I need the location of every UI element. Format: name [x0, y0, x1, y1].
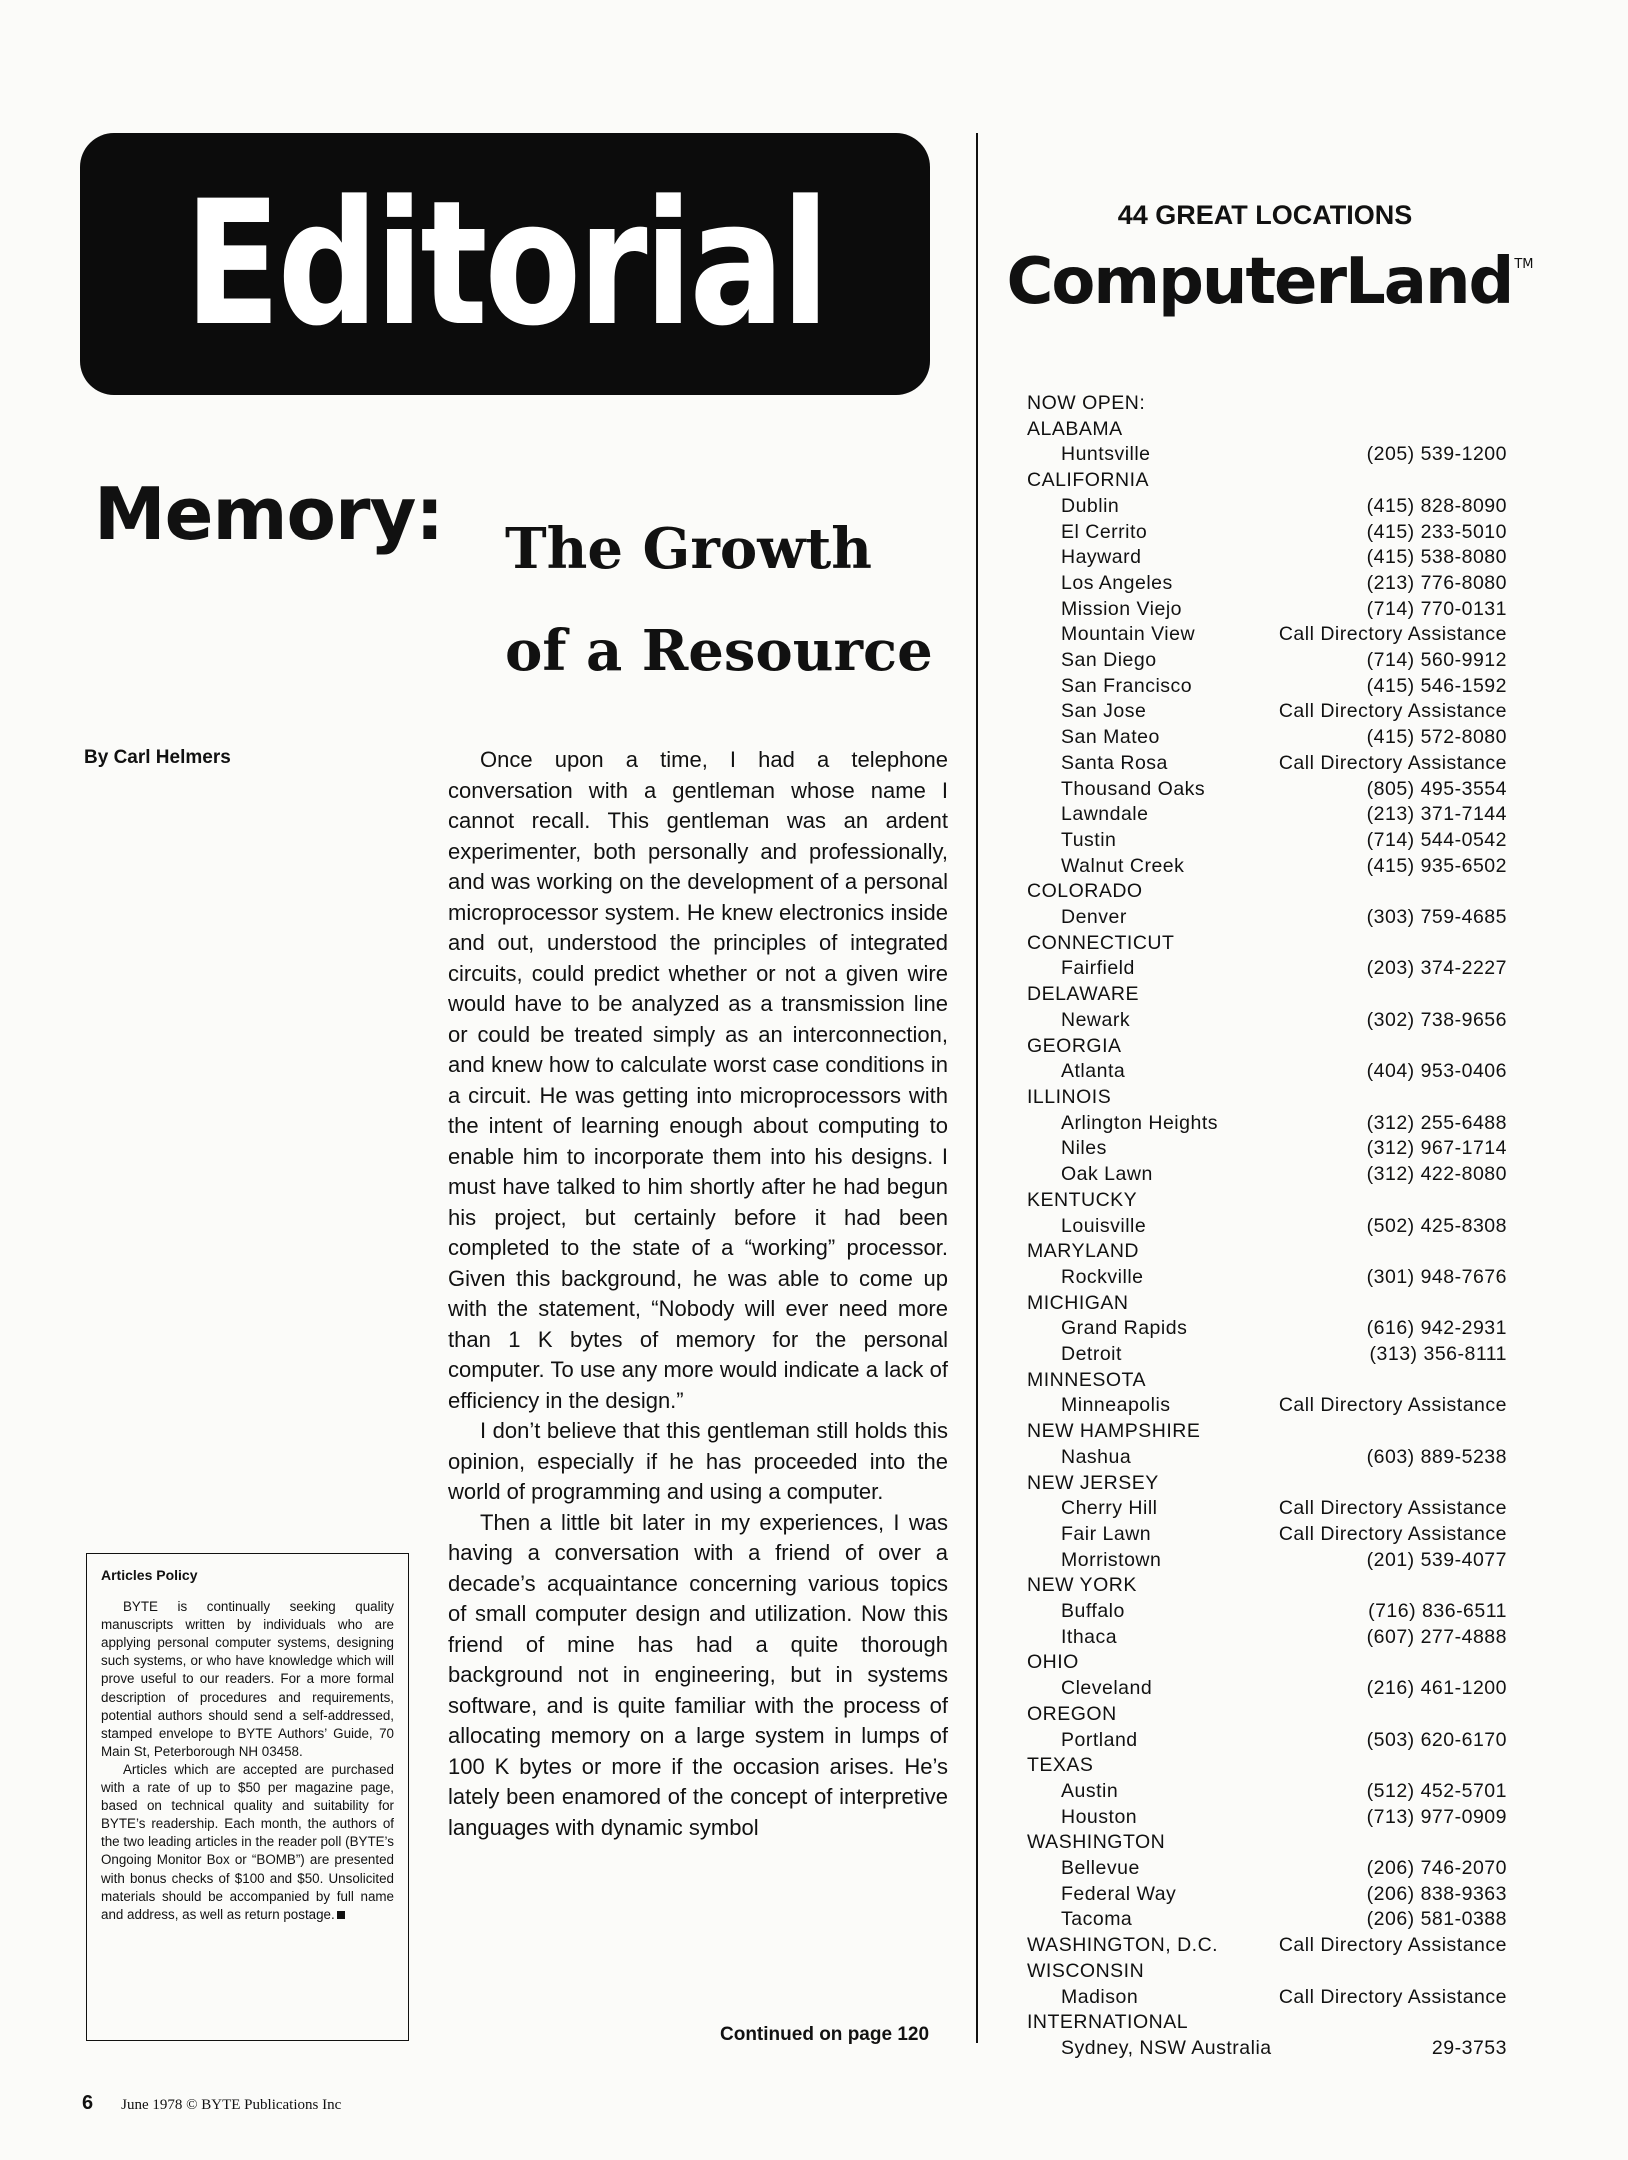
- location-phone: (415) 233-5010: [1366, 520, 1507, 543]
- continued-note: Continued on page 120: [720, 2024, 930, 2045]
- location-city: Santa Rosa: [1061, 751, 1168, 774]
- location-city: Morristown: [1061, 1548, 1162, 1571]
- location-row: [1027, 494, 1507, 520]
- location-phone: (213) 371-7144: [1366, 803, 1507, 826]
- region-name: MARYLAND: [1027, 1240, 1140, 1263]
- location-phone: (415) 935-6502: [1366, 854, 1507, 877]
- location-row: [1027, 622, 1507, 648]
- policy-paragraph-text: Articles which are accepted are purchased with a rate of up to $50 per magazine page, based on technical quality and suitability for BYTE’s readership. Each month, the authors of the two leading articles in the reader poll (BYTE’s Ongoing Monitor Box or “BOMB”) are presented with bonus checks of $100 and $50. Unsolicited materials should be accompanied by full name and address, as well as return postage.: [101, 1761, 394, 1922]
- location-row: [1027, 1265, 1507, 1291]
- location-row: [1027, 1059, 1507, 1085]
- region-name: COLORADO: [1027, 880, 1143, 903]
- region-name: DELAWARE: [1027, 983, 1139, 1006]
- location-city: Lawndale: [1061, 803, 1149, 826]
- location-city: Austin: [1061, 1779, 1119, 1802]
- location-city: Huntsville: [1061, 443, 1151, 466]
- location-city: Sydney, NSW Australia: [1061, 2037, 1272, 2059]
- location-row: [1027, 1548, 1507, 1574]
- location-city: Tustin: [1061, 828, 1117, 851]
- location-row: [1027, 854, 1507, 880]
- location-phone: (312) 967-1714: [1366, 1137, 1507, 1160]
- location-phone: Call Directory Assistance: [1278, 623, 1507, 646]
- location-phone: (206) 746-2070: [1366, 1857, 1507, 1880]
- location-phone: Call Directory Assistance: [1278, 1985, 1507, 2008]
- region-name: TEXAS: [1027, 1754, 1094, 1777]
- location-row: [1027, 1111, 1507, 1137]
- locations-list: [1027, 391, 1507, 2062]
- location-phone: (714) 560-9912: [1366, 649, 1507, 672]
- location-phone: (805) 495-3554: [1366, 777, 1507, 800]
- location-phone: (301) 948-7676: [1366, 1265, 1507, 1288]
- policy-paragraph: BYTE is continually seeking quality manuscripts written by individuals who are applying personal computer systems, designing such systems, or who have knowledge which will prove useful to our readers. For a more formal description of procedures and requirements, potential authors should send a self-addressed, stamped envelope to BYTE Authors’ Guide, 70 Main St, Peterborough NH 03458.: [101, 1599, 394, 1759]
- region-name: MINNESOTA: [1027, 1368, 1146, 1391]
- location-phone: (404) 953-0406: [1366, 1060, 1507, 1083]
- byline: By Carl Helmers: [84, 747, 231, 768]
- location-row: [1027, 1985, 1507, 2011]
- location-row: [1027, 956, 1507, 982]
- location-city: Minneapolis: [1061, 1394, 1171, 1417]
- location-city: Fair Lawn: [1061, 1522, 1152, 1545]
- location-phone: (206) 838-9363: [1366, 1882, 1507, 1905]
- headline-main: Memory:: [94, 472, 444, 556]
- location-city: Cleveland: [1061, 1677, 1153, 1700]
- region-name: NEW HAMPSHIRE: [1027, 1420, 1201, 1443]
- location-phone: (313) 356-8111: [1369, 1343, 1507, 1366]
- location-phone: (714) 770-0131: [1366, 597, 1507, 620]
- region-name: GEORGIA: [1027, 1034, 1122, 1057]
- location-phone: (512) 452-5701: [1366, 1779, 1507, 1802]
- end-mark-icon: [337, 1911, 345, 1919]
- location-row: [1027, 1676, 1507, 1702]
- location-city: Niles: [1061, 1137, 1107, 1160]
- location-row: [1027, 828, 1507, 854]
- issue-credit: June 1978 © BYTE Publications Inc: [121, 2097, 342, 2113]
- location-city: Bellevue: [1061, 1857, 1140, 1880]
- location-city: Hayward: [1061, 546, 1142, 569]
- region-name: ALABAMA: [1027, 417, 1123, 440]
- location-row: [1027, 648, 1507, 674]
- location-row: [1027, 597, 1507, 623]
- location-row: [1027, 1882, 1507, 1908]
- location-phone: (201) 539-4077: [1366, 1548, 1507, 1571]
- location-row: [1027, 1625, 1507, 1651]
- location-row: [1027, 2036, 1507, 2062]
- location-phone: (502) 425-8308: [1366, 1214, 1507, 1237]
- location-row: [1027, 442, 1507, 468]
- region-name: INTERNATIONAL: [1027, 2011, 1189, 2034]
- location-row: [1027, 1907, 1507, 1933]
- region-name: WISCONSIN: [1027, 1959, 1145, 1982]
- headline-sub-line-2: of a Resource: [505, 618, 933, 684]
- location-row: [1027, 725, 1507, 751]
- page-footer: [82, 2092, 341, 2115]
- location-city: Rockville: [1061, 1265, 1144, 1288]
- location-phone: (603) 889-5238: [1366, 1445, 1507, 1468]
- location-city: Fairfield: [1061, 957, 1135, 980]
- location-phone: (607) 277-4888: [1366, 1625, 1507, 1648]
- location-row: [1027, 1856, 1507, 1882]
- article-body: [448, 745, 948, 1843]
- location-row: [1027, 777, 1507, 803]
- region-name: WASHINGTON, D.C.: [1027, 1934, 1219, 1957]
- location-city: Oak Lawn: [1061, 1163, 1153, 1186]
- location-phone: (415) 538-8080: [1366, 546, 1507, 569]
- region-row: [1027, 1933, 1507, 1959]
- location-row: [1027, 699, 1507, 725]
- location-row: [1027, 751, 1507, 777]
- location-row: [1027, 802, 1507, 828]
- location-phone: Call Directory Assistance: [1278, 1522, 1507, 1545]
- location-row: [1027, 1393, 1507, 1419]
- location-phone: (302) 738-9656: [1366, 1008, 1507, 1031]
- location-city: San Jose: [1061, 700, 1147, 723]
- headline-sub-line-1: The Growth: [505, 516, 872, 582]
- location-row: [1027, 674, 1507, 700]
- location-phone: (415) 546-1592: [1366, 674, 1507, 697]
- ad-header: 44 GREAT LOCATIONS: [1117, 200, 1413, 230]
- region-phone: Call Directory Assistance: [1278, 1934, 1507, 1957]
- location-row: [1027, 520, 1507, 546]
- region-name: CONNECTICUT: [1027, 931, 1175, 954]
- location-city: Atlanta: [1061, 1060, 1126, 1083]
- policy-title: Articles Policy: [101, 1567, 198, 1583]
- location-phone: (312) 422-8080: [1366, 1163, 1507, 1186]
- location-phone: (616) 942-2931: [1366, 1317, 1507, 1340]
- article-paragraph: I don’t believe that this gentleman still holds this opinion, especially if he has proceeded into the world of programming and using a computer.: [448, 1418, 948, 1504]
- region-name: CALIFORNIA: [1027, 469, 1150, 492]
- location-city: Thousand Oaks: [1061, 777, 1206, 800]
- location-city: Tacoma: [1061, 1908, 1133, 1931]
- location-phone: (713) 977-0909: [1366, 1805, 1507, 1828]
- trademark: TM: [1514, 257, 1534, 272]
- region-name: NEW YORK: [1027, 1574, 1137, 1597]
- region-name: OHIO: [1027, 1651, 1079, 1674]
- location-phone: Call Directory Assistance: [1278, 700, 1507, 723]
- location-row: [1027, 1496, 1507, 1522]
- location-phone: (415) 572-8080: [1366, 726, 1507, 749]
- location-phone: (303) 759-4685: [1366, 906, 1507, 929]
- location-row: [1027, 1445, 1507, 1471]
- location-row: [1027, 1316, 1507, 1342]
- articles-policy-box: [86, 1553, 409, 2041]
- region-name: NEW JERSEY: [1027, 1471, 1159, 1494]
- policy-paragraph: [101, 1761, 394, 1924]
- region-name: MICHIGAN: [1027, 1291, 1129, 1314]
- location-phone: Call Directory Assistance: [1278, 751, 1507, 774]
- location-row: [1027, 1008, 1507, 1034]
- location-row: [1027, 545, 1507, 571]
- location-row: [1027, 1728, 1507, 1754]
- location-phone: Call Directory Assistance: [1278, 1497, 1507, 1520]
- location-phone: (205) 539-1200: [1366, 443, 1507, 466]
- location-phone: Call Directory Assistance: [1278, 1394, 1507, 1417]
- location-row: [1027, 1136, 1507, 1162]
- location-city: Grand Rapids: [1061, 1317, 1188, 1340]
- location-row: [1027, 1214, 1507, 1240]
- location-row: [1027, 1805, 1507, 1831]
- location-phone: 29-3753: [1431, 2037, 1507, 2059]
- location-city: Mountain View: [1061, 623, 1196, 646]
- region-name: WASHINGTON: [1027, 1831, 1166, 1854]
- headline-sub: [505, 498, 933, 702]
- article-paragraph: Then a little bit later in my experiences, I was having a conversation with a friend of over a decade’s acquaintance concerning various topics of small computer design and utilization. Now this friend of mine has had a quite thorough background not in engineering, but in systems software, and is quite familiar with the process of allocating memory on a large system in lumps of 100 K bytes or more if the occasion arises. He’s lately been enamored of the concept of interpretive languages with dynamic symbol: [448, 1509, 948, 1840]
- location-city: San Diego: [1061, 649, 1157, 672]
- location-city: Portland: [1061, 1728, 1138, 1751]
- location-city: Houston: [1061, 1805, 1138, 1828]
- location-city: San Mateo: [1061, 726, 1160, 749]
- location-city: Buffalo: [1061, 1600, 1125, 1623]
- location-row: [1027, 1779, 1507, 1805]
- location-phone: (312) 255-6488: [1366, 1111, 1507, 1134]
- location-city: San Francisco: [1061, 674, 1193, 697]
- location-city: Denver: [1061, 906, 1127, 929]
- location-city: Cherry Hill: [1061, 1497, 1158, 1520]
- article-paragraph: Once upon a time, I had a telephone conversation with a gentleman whose name I cannot recall. This gentleman was an ardent experimenter, both personally and professionally, and was working on the development of a personal microprocessor system. He knew electronics inside and out, understood the principles of integrated circuits, could predict whether or not a given wire would have to be analyzed as a transmission line or could be treated simply as an interconnection, and knew how to calculate worst case conditions in a circuit. He was getting into microprocessors with the intent of learning enough about computing to enable him to incorporate them into his designs. I must have talked to him shortly after he had begun his project, but certainly before it had been completed to the state of a “working” processor. Given this background, he was able to come up with the statement, “Nobody will ever need more than 1 K bytes of memory for the personal computer. To use any more would indicate a lack of efficiency in the design.”: [448, 747, 948, 1413]
- column-divider: [976, 133, 978, 2043]
- location-city: Nashua: [1061, 1445, 1132, 1468]
- location-city: Detroit: [1061, 1343, 1122, 1366]
- location-phone: (503) 620-6170: [1366, 1728, 1507, 1751]
- banner-title: Editorial: [184, 163, 826, 364]
- location-city: Arlington Heights: [1061, 1111, 1218, 1134]
- location-phone: (213) 776-8080: [1366, 571, 1507, 594]
- location-city: Louisville: [1061, 1214, 1147, 1237]
- brand-name: ComputerLand: [1006, 245, 1513, 319]
- location-row: [1027, 1522, 1507, 1548]
- location-phone: (203) 374-2227: [1366, 957, 1507, 980]
- region-name: ILLINOIS: [1027, 1085, 1112, 1108]
- location-city: Federal Way: [1061, 1882, 1177, 1905]
- location-city: Madison: [1061, 1985, 1139, 2008]
- location-city: Dublin: [1061, 494, 1120, 517]
- location-city: Walnut Creek: [1061, 854, 1185, 877]
- computerland-logo: [1005, 245, 1535, 319]
- page-number: 6: [82, 2092, 94, 2114]
- location-city: El Cerrito: [1061, 520, 1148, 543]
- location-row: [1027, 905, 1507, 931]
- location-row: [1027, 1599, 1507, 1625]
- location-phone: (415) 828-8090: [1366, 494, 1507, 517]
- location-row: [1027, 1162, 1507, 1188]
- editorial-banner: [80, 133, 930, 395]
- region-name: KENTUCKY: [1027, 1188, 1138, 1211]
- location-phone: (206) 581-0388: [1366, 1908, 1507, 1931]
- location-city: Mission Viejo: [1061, 597, 1183, 620]
- location-row: [1027, 1342, 1507, 1368]
- location-city: Ithaca: [1061, 1625, 1118, 1648]
- location-phone: (714) 544-0542: [1366, 828, 1507, 851]
- location-city: Los Angeles: [1061, 571, 1173, 594]
- region-name: OREGON: [1027, 1702, 1117, 1725]
- location-phone: (216) 461-1200: [1366, 1677, 1507, 1700]
- location-city: Newark: [1061, 1008, 1131, 1031]
- location-phone: (716) 836-6511: [1368, 1600, 1507, 1623]
- location-row: [1027, 571, 1507, 597]
- now-open-label: NOW OPEN:: [1027, 392, 1146, 414]
